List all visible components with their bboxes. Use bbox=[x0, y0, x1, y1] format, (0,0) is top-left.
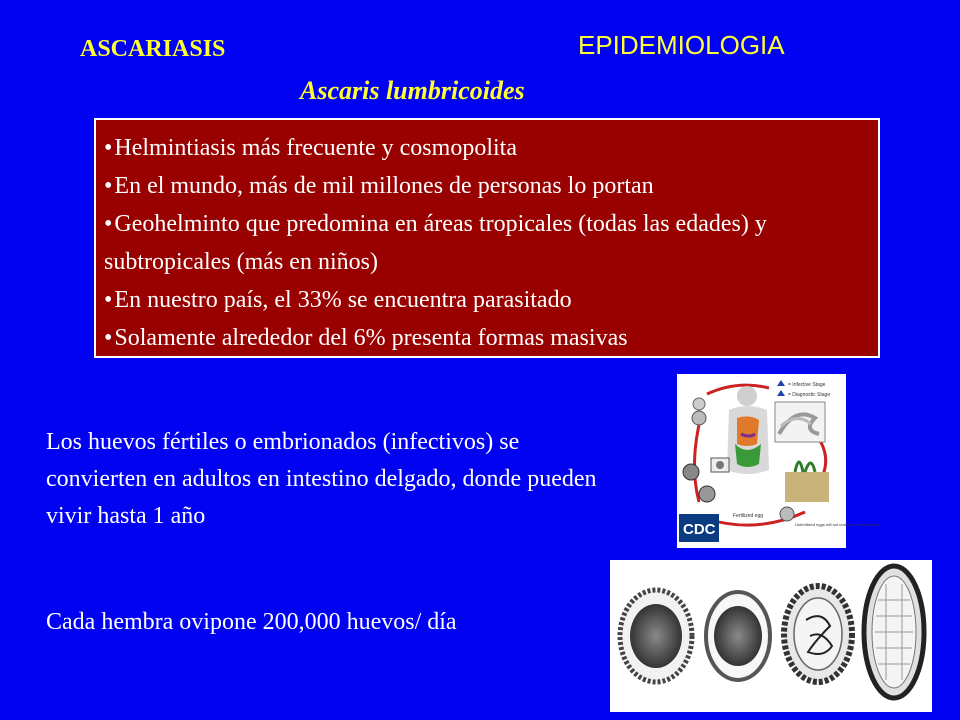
fact-item: •En nuestro país, el 33% se encuentra parasitado bbox=[104, 287, 572, 313]
unfertilized-egg bbox=[864, 566, 924, 698]
legend-infective-label: = Infective Stage bbox=[788, 382, 826, 388]
embryonated-egg bbox=[784, 586, 852, 682]
fact-item: •Solamente alrededor del 6% presenta formas masivas bbox=[104, 325, 628, 351]
legend-diagnostic-label: = Diagnostic Stage bbox=[788, 392, 831, 398]
fact-item: •Geohelminto que predomina en áreas tropicales (todas las edades) y subtropicales (más en niños) bbox=[104, 211, 767, 275]
fertile-egg-2 bbox=[706, 592, 770, 680]
facts-box bbox=[94, 118, 880, 358]
species-name: Ascaris lumbricoides bbox=[300, 76, 525, 105]
facts-list bbox=[104, 129, 870, 357]
slide-topic-title: ASCARIASIS bbox=[80, 36, 226, 62]
section-title: EPIDEMIOLOGIA bbox=[578, 30, 785, 60]
eggs-illustration-image bbox=[610, 560, 932, 712]
cdc-logo: CDC bbox=[683, 521, 716, 538]
fact-item: •En el mundo, más de mil millones de personas lo portan bbox=[104, 173, 654, 199]
fact-item: •Helmintiasis más frecuente y cosmopolita bbox=[104, 135, 517, 161]
ascaris-eggs-illustration-icon bbox=[610, 560, 932, 712]
fertilized-egg-label: Fertilized egg bbox=[733, 513, 764, 519]
ascaris-lifecycle-diagram-icon bbox=[677, 374, 880, 548]
lifecycle-paragraph: Los huevos fértiles o embrionados (infectivos) se convierten en adultos en intestino delgado, donde pueden vivir hasta 1 año bbox=[46, 429, 597, 529]
fertile-egg-1 bbox=[620, 590, 692, 682]
unfertilized-eggs-label: Unfertilized eggs will not undergo embryonation bbox=[795, 522, 880, 527]
eggs-per-day-paragraph: Cada hembra ovipone 200,000 huevos/ día bbox=[46, 609, 457, 635]
lifecycle-diagram-image bbox=[677, 374, 880, 548]
